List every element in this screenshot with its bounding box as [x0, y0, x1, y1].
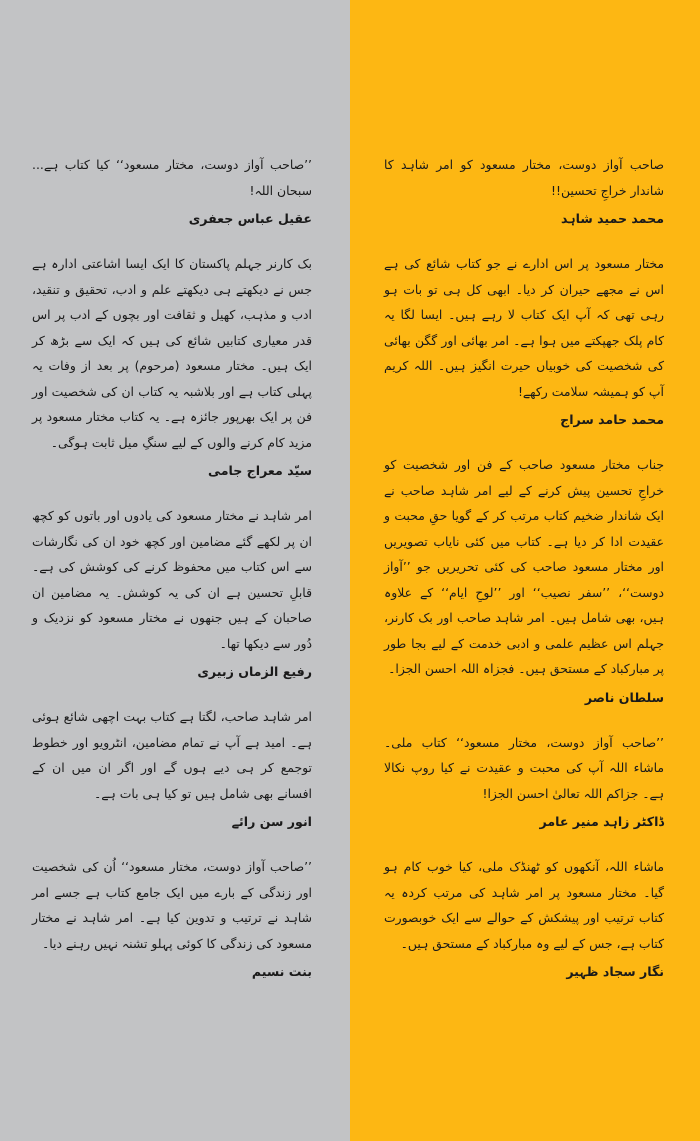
tribute-text: ’’صاحب آواز دوست، مختار مسعود‘‘ کتاب ملی۔ ماشاء اللہ آپ کی محبت و عقیدت نے کیا روپ نکالا ہے۔ جزاکم اللہ تعالیٰ احسن الجزا!: [384, 734, 664, 801]
tribute-block: [384, 854, 664, 982]
tribute-author: ڈاکٹر زاہد منیر عامر: [539, 814, 664, 829]
tribute-author: سلطان ناصر: [584, 689, 664, 705]
tribute-block: [32, 503, 312, 682]
tribute-author: عقیل عباس جعفری: [188, 211, 312, 226]
tribute-text: ’’صاحب آواز دوست، مختار مسعود‘‘ اُن کی شخصیت اور زندگی کے بارے میں ایک جامع کتاب ہے جسے امر شاہد نے ترتیب و تدوین کیا ہے۔ امر شاہد نے مختار مسعود کی زندگی کا کوئی پہلو تشنہ نہیں رہنے دیا۔: [32, 859, 312, 951]
tribute-text: مختار مسعود پر اس ادارے نے جو کتاب شائع کی ہے اس نے مجھے حیران کر دیا۔ ابھی کل ہی تو بات ہو رہی تھی کہ آپ ایک کتاب لا رہے ہیں۔ ایسا لگا یہ کام پلک جھپکتے میں ہوا ہے۔ امر بھائی اور گگن بھائی کی شخصیت کی خوبیاں حیرت انگیز ہیں۔ اللہ کریم آپ کو ہمیشہ سلامت رکھے!: [384, 256, 664, 399]
right-column: [350, 0, 700, 1141]
tribute-text: امر شاہد صاحب، لگتا ہے کتاب بہت اچھی شائع ہوئی ہے۔ امید ہے آپ نے تمام مضامین، انٹرویو اور خطوط توجمع کر ہی دیے ہوں گے اور اگر ان میں ان کے افسانے بھی شامل ہیں تو کیا ہی بات ہے۔: [32, 709, 312, 801]
tribute-block: [384, 152, 664, 229]
tribute-text: ’’صاحب آواز دوست، مختار مسعود‘‘ کیا کتاب ہے... سبحان اللہ!: [32, 157, 312, 198]
tribute-block: [32, 704, 312, 832]
tribute-author: انور سن رائے: [231, 814, 312, 829]
tribute-block: [32, 251, 312, 481]
tribute-block: [32, 854, 312, 982]
tribute-block: [384, 251, 664, 430]
tribute-text: امر شاہد نے مختار مسعود کی یادوں اور باتوں کو کچھ ان پر لکھے گئے مضامین اور کچھ خود ان کی نگارشات سے اس کتاب میں محفوظ کرنے کی کوشش کی ہے۔ قابلِ تحسین ہے ان کی یہ کوشش۔ یہ مضامین ان صاحبان کے ہیں جنھوں نے مختار مسعود کو نزدیک و دُور سے دیکھا تھا۔: [32, 508, 312, 651]
tribute-author: سیّد معراج جامی: [207, 463, 312, 478]
tribute-author: محمد حمید شاہد: [560, 211, 664, 226]
tribute-author: نگار سجاد ظہیر: [566, 964, 664, 979]
tribute-author: بنت نسیم: [251, 964, 312, 979]
tribute-text: ماشاء اللہ، آنکھوں کو ٹھنڈک ملی، کیا خوب کام ہو گیا۔ مختار مسعود پر امر شاہد کی مرتب کردہ یہ کتاب ترتیب اور پیشکش کے حوالے سے ایک خوبصورت کتاب ہے، جس کے لیے وہ مبارکباد کے مستحق ہیں۔: [384, 859, 664, 951]
tribute-block: [384, 730, 664, 833]
tribute-block: [384, 452, 664, 708]
tribute-text: جناب مختار مسعود صاحب کے فن اور شخصیت کو خراجِ تحسین پیش کرنے کے لیے امر شاہد صاحب نے ایک شاندار ضخیم کتاب مرتب کر کے گویا حقِ محبت و عقیدت ادا کر دیا ہے۔ کتاب میں کئی نایاب تصویریں اور مختار مسعود صاحب کی کئی تحریریں جو ’’آواز دوست‘‘، ’’سفر نصیب‘‘ اور ’’لوحِ ایام‘‘ کے علاوہ ہیں، بھی شامل ہیں۔ امر شاہد صاحب اور بک کارنر، جہلم اس عظیم علمی و ادبی خدمت کے لیے بجا طور پر مبارکباد کے مستحق ہیں۔ فجزاہ اللہ احسن الجزا۔: [384, 457, 664, 676]
tribute-author: رفیع الزماں زبیری: [197, 664, 312, 679]
tribute-block: [32, 152, 312, 229]
tribute-author: محمد حامد سراج: [560, 412, 664, 427]
tribute-text: بک کارنر جہلم پاکستان کا ایک ایسا اشاعتی ادارہ ہے جس نے دیکھتے ہی دیکھتے علم و ادب، تحقیق و تنقید، ادب و مذہب، کھیل و ثقافت اور بچوں کے ادب پر اس قدر معیاری کتابیں شائع کی ہیں کہ ایک سے بڑھ کر ایک ہیں۔ مختار مسعود (مرحوم) پر بعد از وفات یہ پہلی کتاب ہے اور بلاشبہ یہ کتاب ان کی شخصیت اور فن پر ایک بھرپور جائزہ ہے۔ یہ کتاب مختار مسعود پر مزید کام کرنے والوں کے لیے سنگِ میل ثابت ہوگی۔: [32, 256, 312, 450]
tribute-text: صاحب آواز دوست، مختار مسعود کو امر شاہد کا شاندار خراجِ تحسین!!: [384, 157, 664, 198]
